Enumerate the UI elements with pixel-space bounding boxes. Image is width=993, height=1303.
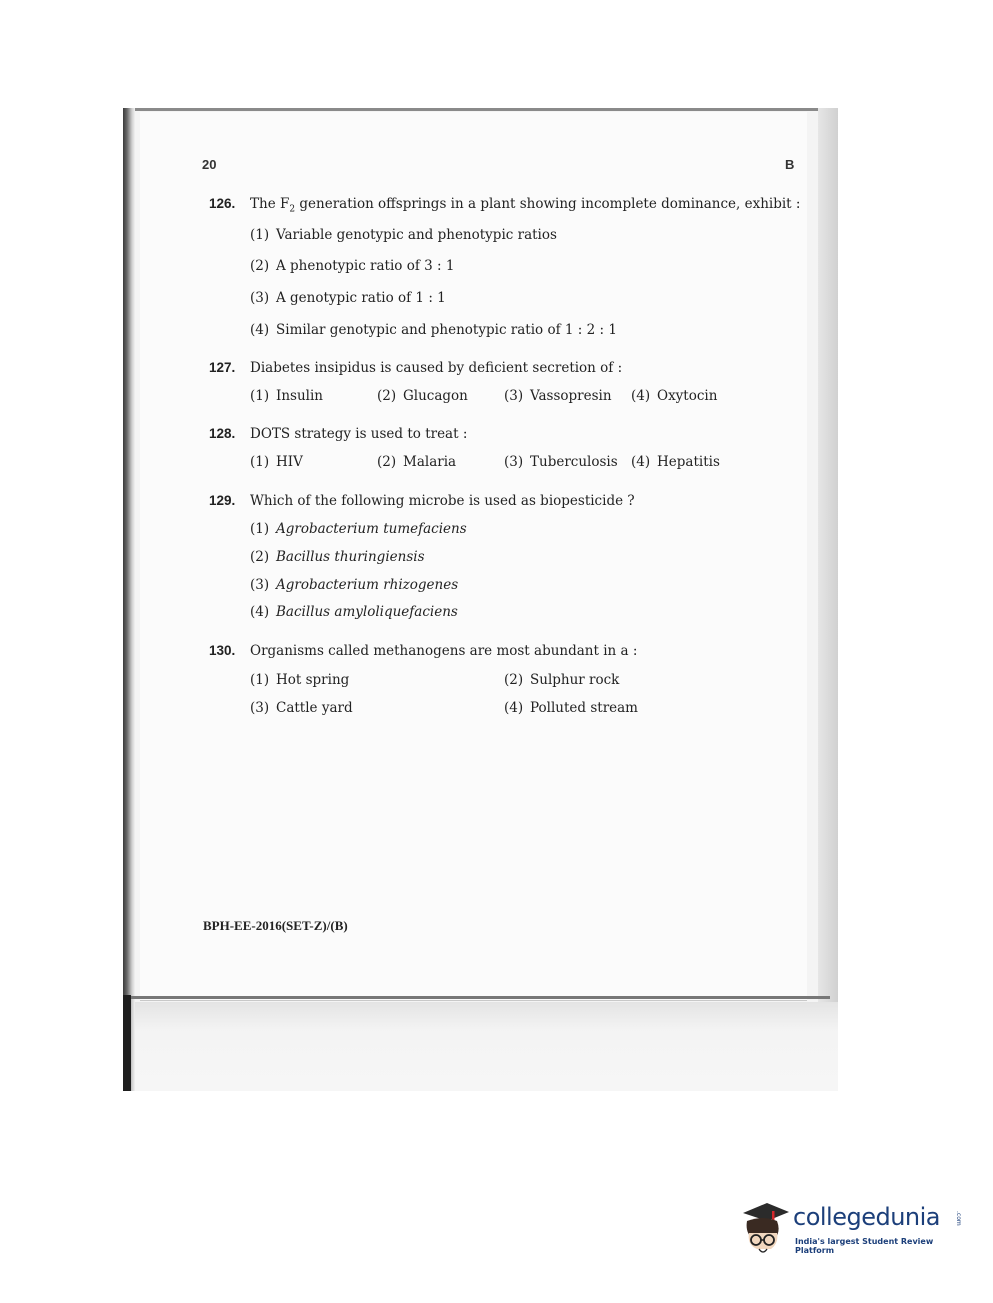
- question-number: 129.: [209, 493, 236, 508]
- exam-code: BPH-EE-2016(SET-Z)/(B): [203, 918, 348, 933]
- option-1: (1) Agrobacterium tumefaciens: [250, 521, 467, 537]
- option-2: (2) Glucagon: [377, 388, 468, 404]
- collegedunia-logo[interactable]: [737, 1197, 962, 1259]
- option-3: (3) Vassopresin: [504, 388, 612, 404]
- graduate-mascot-icon: [737, 1199, 791, 1257]
- option-1: (1) Variable genotypic and phenotypic ratios: [250, 227, 557, 243]
- page-bottom-edge: [130, 996, 830, 999]
- option-4: (4) Hepatitis: [631, 454, 720, 470]
- exam-page: [140, 112, 807, 1000]
- page-number: 20: [202, 157, 217, 172]
- scan-edge-top: [123, 108, 838, 111]
- set-letter: B: [785, 157, 795, 172]
- option-1: (1) Insulin: [250, 388, 323, 404]
- question-number: 128.: [209, 426, 236, 441]
- brand-suffix: .com: [955, 1211, 962, 1226]
- option-2: (2) Malaria: [377, 454, 457, 470]
- question-number: 127.: [209, 360, 236, 375]
- option-1: (1) Hot spring: [250, 672, 350, 688]
- question-text: Organisms called methanogens are most abundant in a :: [250, 643, 638, 659]
- scan-under-area: [135, 1002, 838, 1091]
- brand-name: collegedunia: [793, 1203, 941, 1231]
- question-number: 130.: [209, 643, 236, 658]
- option-1: (1) HIV: [250, 454, 303, 470]
- question-text: DOTS strategy is used to treat :: [250, 426, 468, 442]
- question-text: Diabetes insipidus is caused by deficient secretion of :: [250, 360, 623, 376]
- option-4: (4) Bacillus amyloliquefaciens: [250, 604, 458, 620]
- scan-dark-bar: [123, 995, 131, 1091]
- option-2: (2) Bacillus thuringiensis: [250, 549, 425, 565]
- option-3: (3) Agrobacterium rhizogenes: [250, 577, 459, 593]
- option-4: (4) Similar genotypic and phenotypic ratio of 1 : 2 : 1: [250, 322, 617, 338]
- question-number: 126.: [209, 196, 236, 211]
- scan-edge-right: [818, 108, 838, 1003]
- option-3: (3) A genotypic ratio of 1 : 1: [250, 290, 446, 306]
- option-3: (3) Tuberculosis: [504, 454, 618, 470]
- option-4: (4) Polluted stream: [504, 700, 638, 716]
- option-3: (3) Cattle yard: [250, 700, 353, 716]
- scan-edge-left: [123, 108, 135, 1091]
- option-2: (2) A phenotypic ratio of 3 : 1: [250, 258, 455, 274]
- option-2: (2) Sulphur rock: [504, 672, 620, 688]
- question-text: Which of the following microbe is used as biopesticide ?: [250, 493, 635, 509]
- question-text: The $F_2$ generation offsprings in a plant showing incomplete dominance, exhibit :: [250, 196, 801, 215]
- brand-tagline: India's largest Student Review Platform: [795, 1237, 934, 1255]
- option-4: (4) Oxytocin: [631, 388, 718, 404]
